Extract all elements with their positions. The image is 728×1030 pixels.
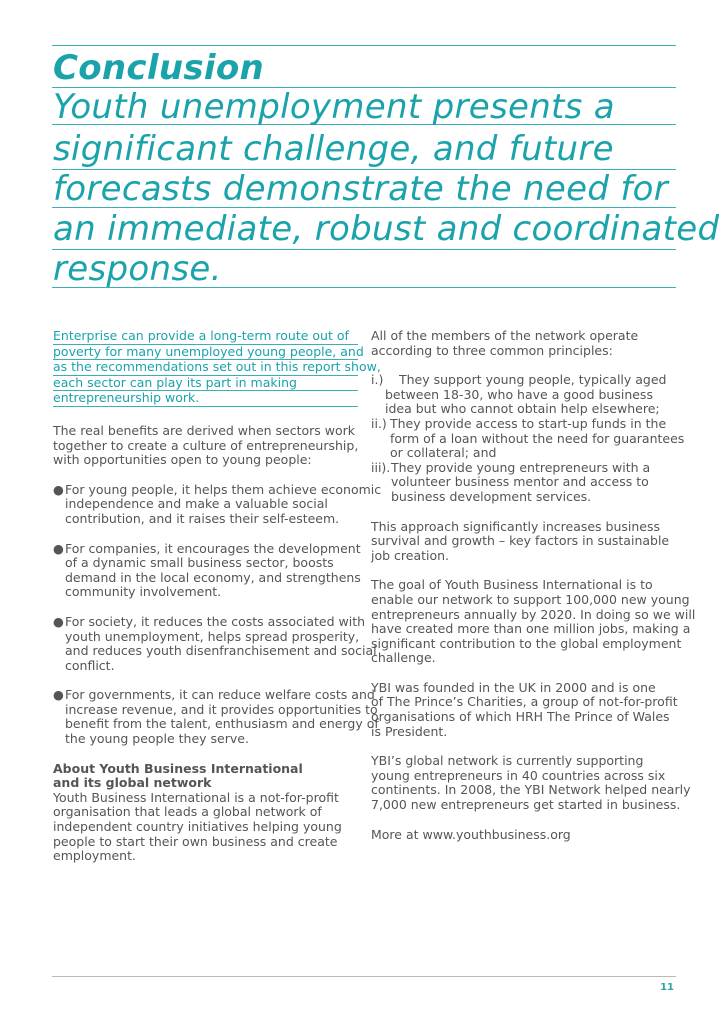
- right-column: [371, 328, 696, 842]
- bullet-item: [53, 540, 361, 600]
- lead-line: entrepreneurship work.: [53, 391, 358, 407]
- text-line: volunteer business mentor and access to: [391, 474, 649, 490]
- paragraph: [371, 753, 691, 813]
- website-link[interactable]: [371, 828, 676, 843]
- text-line: survival and growth – key factors in sustainable: [371, 533, 670, 549]
- text-line: Youth Business International is a not-for-profit: [53, 789, 339, 805]
- text-line: YBI was founded in the UK in 2000 and is one: [371, 679, 656, 695]
- text-line: conflict.: [65, 657, 115, 673]
- text-line: organisations of which HRH The Prince of Wales: [371, 709, 670, 725]
- text-line: challenge.: [371, 650, 436, 666]
- principle-label: ii.): [371, 415, 387, 431]
- text-line: enable our network to support 100,000 new young: [371, 591, 690, 607]
- lead-line: poverty for many unemployed young people, and: [53, 343, 364, 359]
- lead-line: each sector can play its part in making: [53, 376, 358, 392]
- text-line: together to create a culture of entrepreneurship,: [53, 437, 359, 453]
- bullet-dot: ●: [53, 687, 64, 703]
- principle-item: [371, 373, 676, 417]
- text-line: For society, it reduces the costs associated with: [65, 613, 366, 629]
- text-line: benefit from the talent, enthusiasm and energy of: [65, 716, 379, 732]
- text-line: community involvement.: [65, 584, 222, 600]
- text-line: For companies, it encourages the development: [65, 540, 361, 556]
- bullet-item: [53, 613, 377, 673]
- principle-item: [371, 461, 676, 505]
- text-line: of The Prince’s Charities, a group of not-for-profit: [371, 694, 678, 710]
- bullet-item: [53, 481, 382, 527]
- text-line: between 18-30, who have a good business: [385, 386, 653, 402]
- text-line: demand in the local economy, and strengthens: [65, 569, 361, 585]
- heading-line: an immediate, robust and coordinated: [53, 209, 720, 249]
- paragraph: [371, 577, 696, 666]
- text-line: This approach significantly increases business: [371, 518, 661, 534]
- text-line: form of a loan without the need for guarantees: [390, 430, 685, 446]
- text-line: The real benefits are derived when sectors work: [53, 422, 356, 438]
- bullet-dot: ●: [53, 540, 64, 556]
- principle-item: [371, 415, 685, 461]
- text-line: according to three common principles:: [371, 342, 613, 358]
- text-line: increase revenue, and it provides opportunities to: [65, 701, 378, 717]
- about-heading: and its global network: [53, 775, 212, 791]
- lead-paragraph: [53, 328, 381, 407]
- heading-line: forecasts demonstrate the need for: [53, 169, 668, 209]
- text-line: They support young people, typically aged: [399, 372, 667, 388]
- text-line: continents. In 2008, the YBI Network helped nearly: [371, 782, 691, 798]
- text-line: contribution, and it raises their self-esteem.: [65, 510, 340, 526]
- benefits-intro: [53, 424, 358, 468]
- paragraph: [371, 681, 676, 739]
- text-line: with opportunities open to young people:: [53, 452, 312, 468]
- text-line: They provide young entrepreneurs with a: [391, 459, 651, 475]
- text-line: For governments, it can reduce welfare costs and: [65, 687, 375, 703]
- text-line: They provide access to start-up funds in the: [390, 415, 667, 431]
- text-line: young entrepreneurs in 40 countries across six: [371, 767, 666, 783]
- about-heading: About Youth Business International: [53, 760, 303, 776]
- heading-rule: [52, 45, 676, 46]
- page-number: 11: [660, 982, 674, 993]
- heading-line: significant challenge, and future: [53, 129, 614, 169]
- footer-rule: [52, 976, 676, 977]
- text-line: people to start their own business and create: [53, 833, 338, 849]
- text-line: job creation.: [371, 547, 450, 563]
- principle-label: iii).: [371, 459, 391, 475]
- text-line: or collateral; and: [390, 445, 497, 461]
- lead-line: Enterprise can provide a long-term route out of: [53, 329, 358, 345]
- text-line: significant contribution to the global employment: [371, 635, 682, 651]
- principle-label: i.): [371, 372, 384, 388]
- text-line: is President.: [371, 723, 448, 739]
- text-line: idea but who cannot obtain help elsewhere;: [385, 401, 660, 417]
- bullet-dot: ●: [53, 613, 64, 629]
- bullet-item: [53, 687, 379, 747]
- text-line: More at www.youthbusiness.org: [371, 826, 571, 842]
- about-section: [53, 762, 358, 864]
- text-line: of a dynamic small business sector, boosts: [65, 555, 334, 571]
- text-line: independence and make a valuable social: [65, 496, 328, 512]
- principles-list: [371, 372, 685, 504]
- text-line: For young people, it helps them achieve economic: [65, 481, 382, 497]
- text-line: organisation that leads a global network of: [53, 804, 322, 820]
- heading-line: Youth unemployment presents a: [53, 87, 615, 127]
- text-line: business development services.: [391, 488, 592, 504]
- text-line: entrepreneurs annually by 2020. In doing so we will: [371, 606, 696, 622]
- text-line: the young people they serve.: [65, 731, 249, 747]
- heading-line: response.: [53, 249, 222, 289]
- text-line: independent country initiatives helping young: [53, 819, 342, 835]
- page-title: Conclusion: [53, 48, 264, 88]
- text-line: 7,000 new entrepreneurs get started in business.: [371, 797, 681, 813]
- paragraph: [371, 520, 676, 564]
- principles-intro: [371, 329, 676, 358]
- bullet-dot: ●: [53, 481, 64, 497]
- text-line: and reduces youth disenfranchisement and social: [65, 643, 377, 659]
- text-line: employment.: [53, 848, 136, 864]
- text-line: have created more than one million jobs, making a: [371, 621, 691, 637]
- text-line: The goal of Youth Business International is to: [371, 577, 653, 593]
- text-line: YBI’s global network is currently supporting: [371, 753, 644, 769]
- text-line: youth unemployment, helps spread prosperity,: [65, 628, 360, 644]
- text-line: All of the members of the network operate: [371, 328, 639, 343]
- lead-line: as the recommendations set out in this report show,: [53, 359, 381, 375]
